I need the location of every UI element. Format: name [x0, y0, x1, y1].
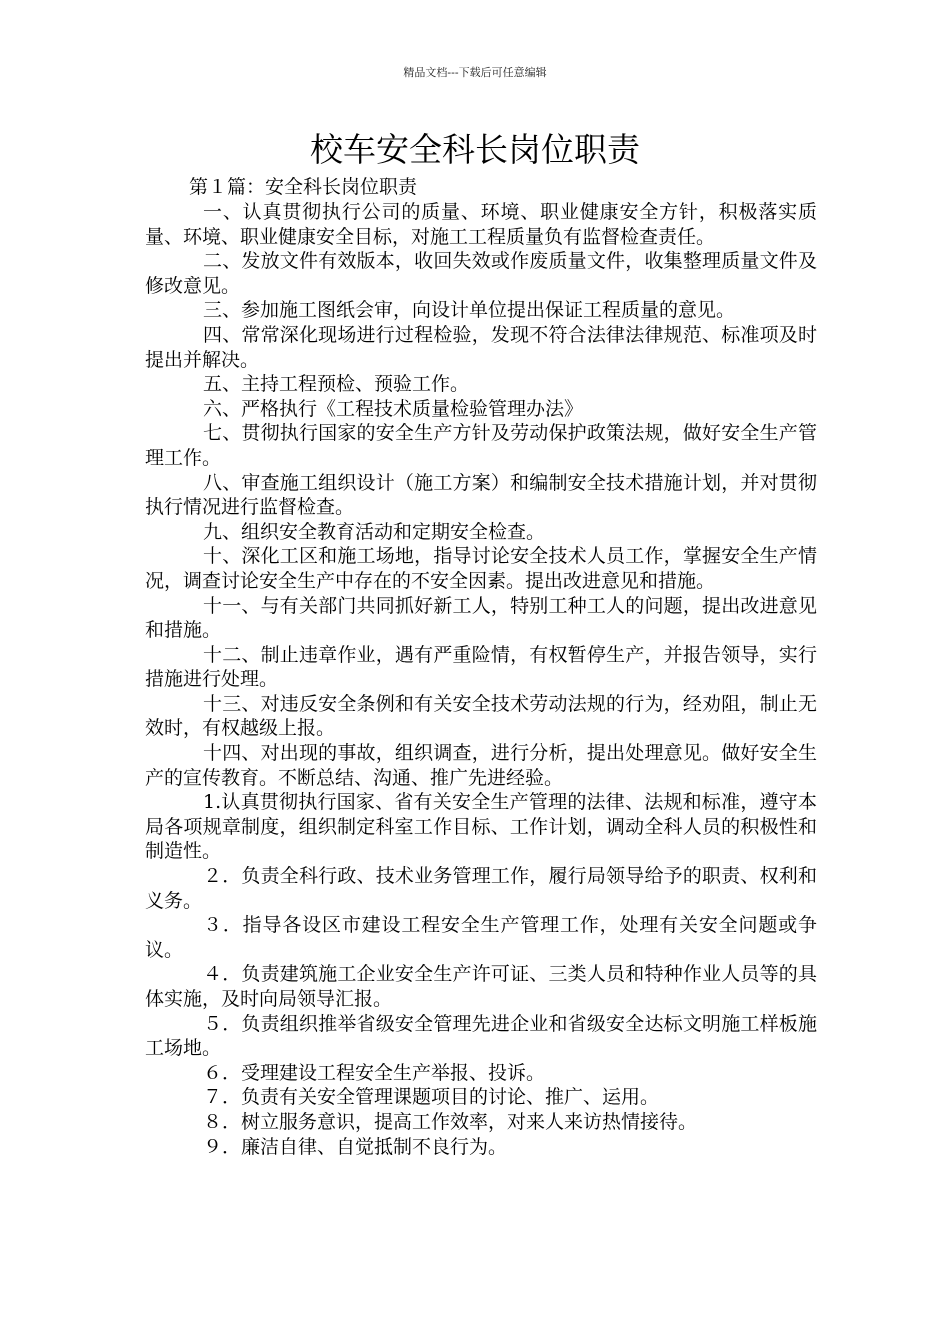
section-heading: 第１篇：安全科长岗位职责: [189, 176, 418, 198]
paragraph: 十一、与有关部门共同抓好新工人，特别工种工人的问题，提出改进意见和措施。: [145, 594, 817, 642]
paragraph: 一、认真贯彻执行公司的质量、环境、职业健康安全方针，积极落实质量、环境、职业健康安全目标，对施工工程质量负有监督检查责任。: [145, 201, 817, 248]
paragraph: ８．树立服务意识，提高工作效率，对来人来访热情接待。: [203, 1110, 698, 1133]
paragraph: 二、发放文件有效版本，收回失效或作废质量文件，收集整理质量文件及修改意见。: [145, 250, 817, 297]
paragraph: 七、贯彻执行国家的安全生产方针及劳动保护政策法规，做好安全生产管理工作。: [145, 422, 817, 469]
paragraph: ４．负责建筑施工企业安全生产许可证、三类人员和特种作业人员等的具体实施，及时向局领导汇报。: [145, 963, 817, 1010]
paragraph: ３．指导各设区市建设工程安全生产管理工作，处理有关安全问题或争议。: [145, 914, 817, 961]
paragraph: 十二、制止违章作业，遇有严重险情，有权暂停生产，并报告领导，实行措施进行处理。: [145, 643, 817, 691]
paragraph: 十四、对出现的事故，组织调查，进行分析，提出处理意见。做好安全生产的宣传教育。不断总结、沟通、推广先进经验。: [145, 742, 817, 789]
header-note: 精品文档---下载后可任意编辑: [403, 66, 547, 79]
paragraph: ５．负责组织推举省级安全管理先进企业和省级安全达标文明施工样板施工场地。: [145, 1012, 817, 1060]
paragraph: 十、深化工区和施工场地，指导讨论安全技术人员工作，掌握安全生产情况，调查讨论安全生产中存在的不安全因素。提出改进意见和措施。: [145, 545, 817, 592]
paragraph: 九、组织安全教育活动和定期安全检查。: [203, 520, 546, 543]
paragraph: 四、常常深化现场进行过程检验，发现不符合法律法律规范、标准项及时提出并解决。: [145, 323, 817, 371]
document-title: 校车安全科长岗位职责: [310, 130, 640, 169]
paragraph: 五、主持工程预检、预验工作。: [203, 373, 470, 396]
document-body: [145, 175, 817, 1159]
paragraph: 三、参加施工图纸会审，向设计单位提出保证工程质量的意见。: [203, 299, 736, 322]
paragraph: ９．廉洁自律、自觉抵制不良行为。: [203, 1135, 508, 1158]
paragraph: 八、审查施工组织设计（施工方案）和编制安全技术措施计划，并对贯彻执行情况进行监督检查。: [145, 471, 817, 519]
paragraph: ２．负责全科行政、技术业务管理工作，履行局领导给予的职责、权利和义务。: [145, 865, 817, 912]
paragraph: 1.认真贯彻执行国家、省有关安全生产管理的法律、法规和标准，遵守本局各项规章制度，组织制定科室工作目标、工作计划，调动全科人员的积极性和制造性。: [145, 791, 817, 863]
paragraph: 六、严格执行《工程技术质量检验管理办法》: [203, 397, 584, 420]
paragraph: ６．受理建设工程安全生产举报、投诉。: [203, 1061, 546, 1084]
paragraph: 十三、对违反安全条例和有关安全技术劳动法规的行为，经劝阻，制止无效时，有权越级上报。: [145, 692, 817, 740]
paragraph: ７．负责有关安全管理课题项目的讨论、推广、运用。: [203, 1086, 660, 1109]
